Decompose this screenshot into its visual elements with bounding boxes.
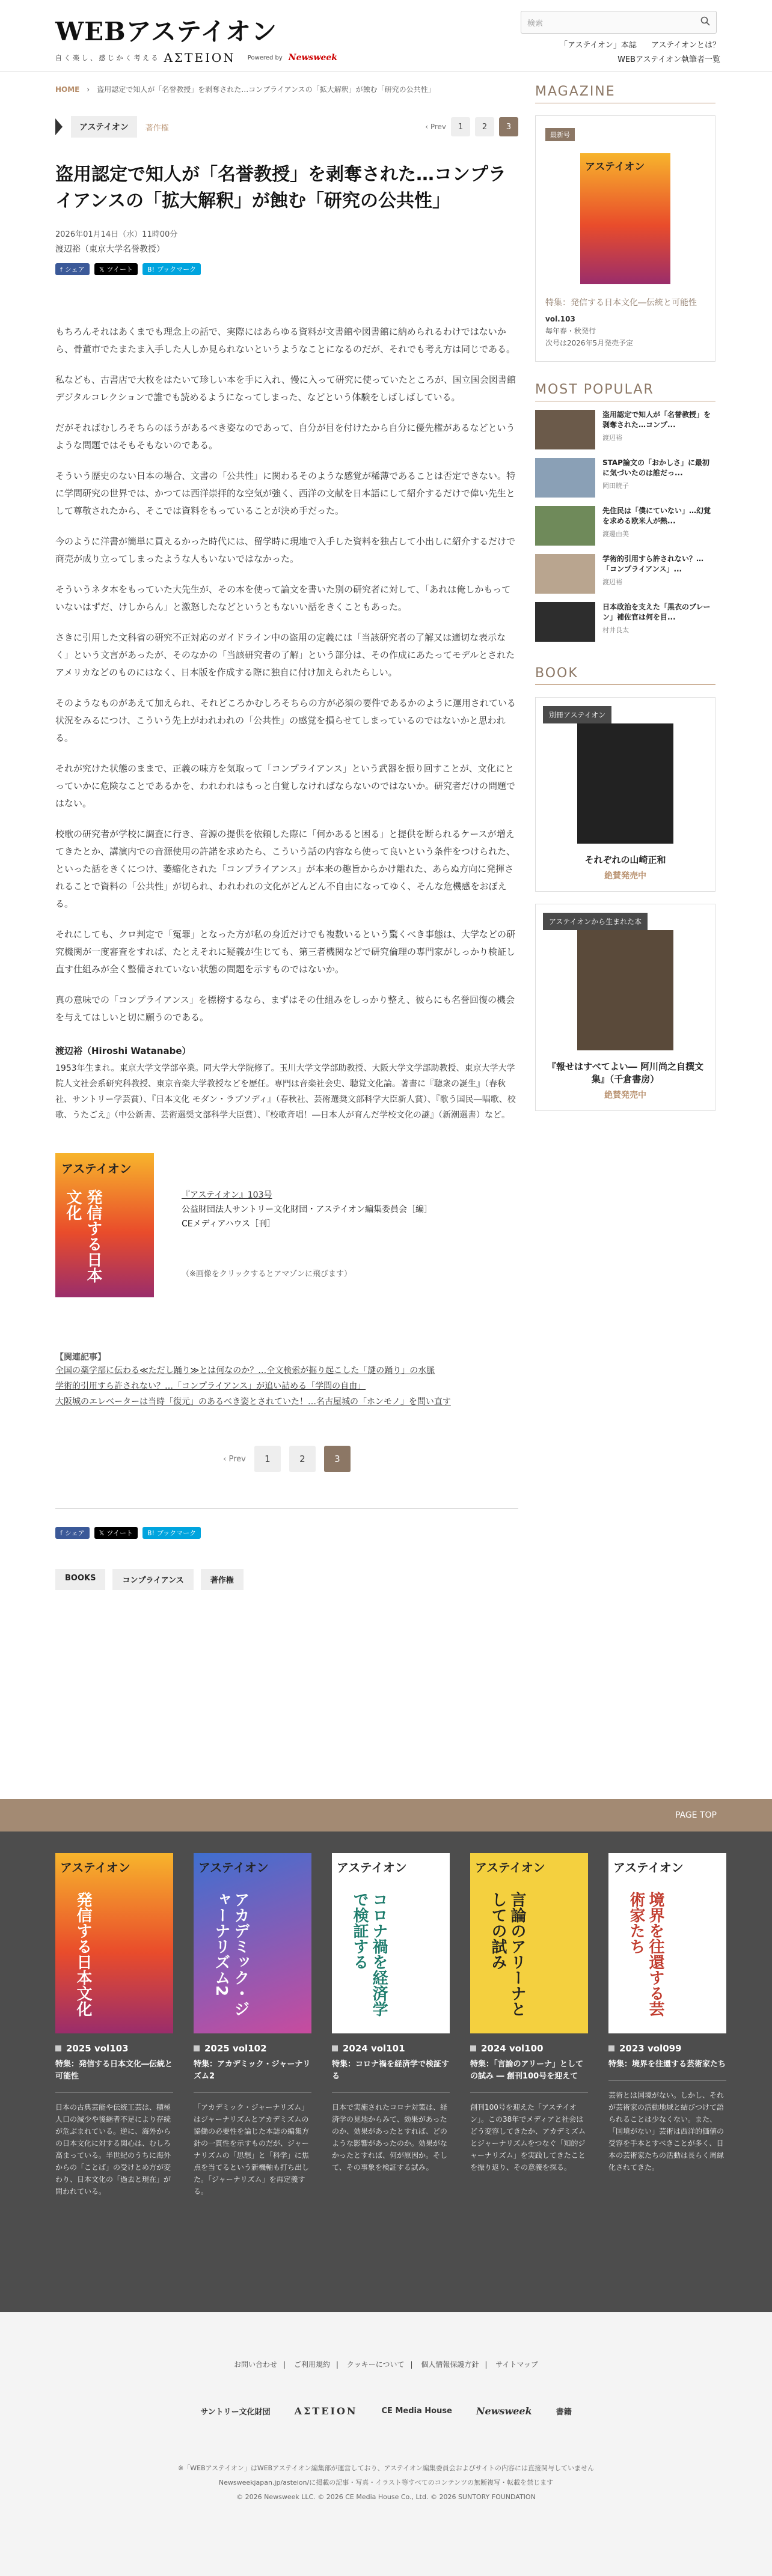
magazine-year: 2024 vol100 [481, 2043, 544, 2054]
magazine-description: 「アカデミック・ジャーナリズム」はジャーナリズムとアカデミズムの協働の必要性を論じた本誌の編集方針の一貫性を示すものだが、ジャーナリズムの「思想」と「科学」に焦点を当てるという新機軸も打ち出した。「ジャーナリズム」を再定義する。 [194, 2092, 311, 2197]
header-link-about[interactable]: アステイオンとは？ [651, 41, 720, 50]
x-icon: 𝕏 [99, 1529, 105, 1537]
book-card-header: 別冊アステイオン [543, 706, 611, 723]
popular-author: 渡辺裕 [602, 578, 622, 586]
magazine-year: 2023 vol099 [619, 2043, 682, 2054]
logo-greek: ΑΣΤΕΙΟΝ [164, 50, 236, 65]
header-links [534, 38, 720, 67]
share-buttons-bottom [55, 1527, 518, 1539]
popular-title: 盗用認定で知人が「名誉教授」を剥奪された…コンプ... [602, 410, 711, 429]
magazine-cover-image[interactable] [194, 1853, 311, 2033]
book-title: それぞれの山崎正和 [584, 854, 666, 865]
author-bio: 1953年生まれ。東京大学文学部卒業。同大学大学院修了。玉川大学文学部助教授、大阪大学文学部助教授、東京大学大学院人文社会系研究科教授、東京音楽大学教授などを歴任。専門は音楽社会史、聴覚文化論。著書に『聴衆の誕生』（春秋社、サントリー学芸賞）、『日本文化 モダン・ラプソディ』（春秋社、芸術選奨文部科学大臣新人賞）、『歌う国民―唱歌、校歌、うたごえ』（中公新書、芸術選奨文部科学大臣賞）、『校歌斉唱！―日本人が育んだ学校文化の謎』（新潮選書）など。 [55, 1064, 516, 1120]
promo-issue-link[interactable]: 『アステイオン』103号 [182, 1190, 272, 1200]
magazine-vol: vol.103 [545, 315, 575, 323]
promo-cover-headline: 発信する日本文化 [64, 1189, 102, 1283]
books-logo[interactable]: 書籍 [556, 2408, 572, 2417]
site-logo[interactable] [55, 12, 337, 65]
paragraph: さきに引用した文科省の研究不正対応のガイドライン中の盗用の定義には「当該研究者の了解又は適切な表示なく」という文言があったが、そのなかの「当該研究者の了解」という部分は、その作成にあたってモデルとされたアメリカなどのものにはなく、日本版を作成する際に独自に付け加えられたらしい。 [55, 632, 515, 678]
magazine-schedule: 毎年春・秋発行 [545, 327, 596, 335]
x-share-button[interactable] [94, 263, 138, 275]
magazine-cover-title: アステイオン [337, 1860, 407, 1875]
tag-books[interactable]: BOOKS [55, 1569, 105, 1590]
facebook-share-button[interactable] [55, 1527, 90, 1539]
paragraph: そのようなものがあえて加えられ、それどころかむしろそちらの方が必須の要件であるかのように運用されている状況をみるにつけ、こういう先上がわれわれの「公共性」の感覚を損らせてしまっているのではないかと思われる。 [55, 698, 516, 743]
hatena-bookmark-label: ブックマーク [156, 266, 197, 273]
book-title: 『報せはすべてよい― 阿川尚之自撰文集』（千倉書房） [547, 1061, 703, 1085]
paragraph: そういう歴史のない日本の場合、文書の「公共性」に関わるそのような感覚が稀薄であることは否定できない。特に学問研究の世界では、かつては西洋崇拝的な空気が強く、西洋の文献を日本語にして紹介するだけで偉い先生として尊敬されたから、そこでは資料をもっていることが決め手だった。 [55, 470, 516, 516]
popular-item[interactable] [535, 410, 715, 449]
paragraph: そういうネタ本をもっていた大先生が、その本を使って論文を書いた別の研究者に対して、「あれは俺しかもっていないはずだ、けしからん」と激怒したなどというともないい話をきくこともあった。 [55, 584, 511, 612]
latest-badge: 最新号 [545, 128, 575, 141]
page-2[interactable]: 2 [475, 117, 494, 136]
magazine-cover-image[interactable] [332, 1853, 450, 2033]
book-status: 絶賛発売中 [604, 1091, 646, 1100]
footer-link-sitemap[interactable]: サイトマップ [495, 2360, 538, 2369]
paragraph: 校歌の研究者が学校に調査に行き、音源の提供を依頼した際に「何かあると困る」と提供を断られるケースが増えてきたとか、講演内での音源使用の許諾を求めたら、こういう話の内容なら使って良いという条件をつけられた、といった話をきくにつけ、萎縮化された「コンプライアンス」が本来の趣旨からかけ離れた、あらぬ方向に発揮されることで資料の「公共性」が切られ、われわれの文化がどんどん不自由になってゆく、そんな危機感をおぼえる。 [55, 829, 516, 909]
pager-prev[interactable]: ‹ Prev [425, 123, 446, 131]
related-articles [55, 1351, 518, 1410]
square-icon [332, 2045, 338, 2051]
logo-tagline: 自 く 楽 し 、 感 じ か く 考 え る [55, 54, 158, 62]
facebook-icon: f [60, 1529, 63, 1537]
share-buttons [55, 263, 518, 275]
promo-caption: （※画像をクリックするとアマゾンに飛びます） [182, 1270, 352, 1279]
magazine-cover-headline: 境界を往還する芸術家たち [627, 1892, 664, 2017]
breadcrumb-separator: › [87, 85, 90, 94]
magazine-title[interactable]: 特集：発信する日本文化―伝統と可能性 [545, 298, 697, 308]
book-cover-image[interactable] [577, 930, 673, 1050]
magazine-title: 特集：「言論のアリーナ」としての試み ― 創刊100号を迎えて [470, 2060, 583, 2081]
page-3[interactable]: 3 [499, 117, 518, 136]
category-link[interactable]: 著作権 [145, 123, 169, 133]
footer-notice: ※「WEBアステイオン」はWEBアステイオン編集部が運営しており、アステイオン編集委員会およびサイトの内容には直接関与していません [178, 2464, 594, 2472]
popular-title: STAP論文の「おかしさ」に最初に気づいたのは誰だっ... [602, 458, 709, 477]
book-card[interactable] [535, 697, 715, 892]
book-card-header: アステイオンから生まれた本 [543, 913, 648, 930]
magazine-cover-title: アステイオン [198, 1860, 269, 1875]
facebook-share-label: シェア [64, 266, 85, 273]
site-header [0, 0, 772, 72]
magazine-heading: MAGAZINE [535, 84, 715, 103]
page-1[interactable]: 1 [254, 1446, 281, 1472]
page-top-button[interactable] [0, 1799, 772, 1832]
popular-item[interactable] [535, 506, 715, 546]
magazine-next: 次号は2026年5月発売予定 [545, 339, 634, 347]
asteion-logo[interactable]: ΑΣΤΕΙΟΝ [294, 2405, 358, 2417]
x-share-label: ツイート [106, 266, 133, 273]
series-bar [55, 116, 518, 138]
footer-copy-notice: Newsweekjapan.jp/asteion/に掲載の記事・写真・イラスト等すべてのコンテンツの無断複写・転載を禁じます [218, 2479, 554, 2486]
popular-author: 渡邊由美 [602, 530, 629, 538]
book-cover-image[interactable] [577, 723, 673, 844]
magazine-cover-headline: 言論のアリーナとしての試み [489, 1892, 526, 2017]
footer-link-contact[interactable]: お問い合わせ [234, 2360, 278, 2369]
popular-title: 学術的引用すら許されない？…「コンプライアンス」... [602, 555, 704, 573]
suntory-foundation-logo[interactable]: サントリー文化財団 [200, 2408, 271, 2417]
magazine-cover-image[interactable] [470, 1853, 588, 2033]
popular-item[interactable] [535, 554, 715, 594]
article-date: 2026年01月14日（水）11時00分 [55, 230, 178, 239]
paragraph: 真の意味での「コンプライアンス」を標榜するなら、まずはその仕組みをしっかり整え、彼らにも名誉回復の機会を与えてはしいと切に願うのである。 [55, 994, 515, 1023]
book-status: 絶賛発売中 [604, 871, 646, 881]
popular-heading: MOST POPULAR [535, 382, 715, 401]
paragraph: だがそればむしろそちらのほうがあるべき姿なのであって、自分が目を付けたから自分に優先権があるなどというような問題ではそもそもないのである。 [55, 422, 515, 451]
logo-text: WEBアステイオン [55, 17, 277, 46]
hatena-icon: B! [147, 265, 155, 273]
magazine-year: 2025 vol102 [204, 2043, 267, 2054]
footer-legal [0, 2461, 772, 2504]
popular-title: 先住民は「僕にていない」…幻覚を求める欧米人が熱... [602, 507, 711, 525]
popular-thumbnail [535, 410, 595, 449]
magazine-archive [0, 1832, 772, 2312]
footer-link-cookie[interactable]: クッキーについて [346, 2360, 405, 2369]
paragraph: それにしても、クロ判定で「冤罪」となった方が私の身近だけでも複数いるという驚くべき事態は、大学などの研究機関が一度審査をすれば、たとえそれに疑義が生じても、第三者機関などで研究倫理の専門家がしっかり検証し直す仕組みが全く整備されていない状態の問題を示すものではないか。 [55, 929, 516, 975]
square-icon [608, 2045, 614, 2051]
magazine-archive-item[interactable] [194, 1853, 311, 2197]
magazine-archive-item[interactable] [332, 1853, 450, 2197]
promo-cover-title: アステイオン [61, 1162, 132, 1176]
related-link[interactable]: 学術的引用すら許されない？…「コンプライアンス」が追い詰める「学問の自由」 [55, 1381, 366, 1391]
powered-by: Powered by [247, 54, 283, 61]
page-2[interactable]: 2 [289, 1446, 316, 1472]
footer-link-terms[interactable]: ご利用規約 [293, 2360, 330, 2369]
square-icon [55, 2045, 61, 2051]
magazine-cover-title: アステイオン [475, 1860, 545, 1875]
square-icon [470, 2045, 476, 2051]
newsweek-logo[interactable]: Newsweek [288, 53, 337, 62]
related-heading: 【関連記事】 [55, 1353, 106, 1362]
article-body [55, 323, 518, 1026]
page-3[interactable]: 3 [324, 1446, 351, 1472]
x-icon: 𝕏 [99, 265, 105, 273]
popular-thumbnail [535, 554, 595, 594]
tag-compliance[interactable]: コンプライアンス [112, 1569, 193, 1590]
newsweek-logo[interactable]: Newsweek [476, 2405, 532, 2417]
latest-magazine-card[interactable] [535, 115, 715, 362]
facebook-share-button[interactable] [55, 263, 90, 275]
magazine-description: 日本の古典芸能や伝統工芸は、積極人口の減少や後継者不足により存続が危ぶまれている。逆に、海外からの日本文化に対する関心は、むしろ高まっている。半世紀のうちに海外からの「ことば」の受けとめ方が変わり、日本文化の「過去と現在」が問われている。 [55, 2092, 173, 2197]
magazine-archive-item[interactable] [55, 1853, 173, 2197]
magazine-description: 創刊100号を迎えた「アステイオン」。この38年でメディアと社会はどう変容してきたか、アカデミズムとジャーナリズムをつなぐ「知的ジャーナリズム」を実践してきたことを振り返り、その意義を探る。 [470, 2092, 588, 2173]
pager-top [425, 117, 518, 136]
site-footer [0, 2312, 772, 2576]
magazine-description: 日本で実施されたコロナ対策は、経済学の見地からみて、効果があったのか、効果があったとすれば、どのような影響があったのか。効果がなかったとすれば、何が原因か。そして、その事象を検証する試み。 [332, 2092, 450, 2173]
search-icon[interactable] [700, 16, 710, 28]
breadcrumb [55, 84, 518, 94]
magazine-description: 芸術とは国境がない。しかし、それが芸術家の活動地域と結びつけて語られることは少なくない。また、「国境がない」芸術は西洋的価値の受容を手本とすべきことが多く、日本の芸術家たちの活動は長らく周縁化されてきた。 [608, 2080, 726, 2173]
magazine-title: 特集：発信する日本文化―伝統と可能性 [55, 2060, 173, 2081]
footer-link-privacy[interactable]: 個人情報保護方針 [421, 2360, 479, 2369]
pager-prev[interactable]: ‹ Prev [223, 1454, 246, 1464]
magazine-cover-headline: コロナ禍を経済学で検証する [351, 1892, 388, 2017]
pager-bottom [55, 1446, 518, 1472]
popular-author: 岡田暁子 [602, 482, 629, 490]
hatena-icon: B! [147, 1529, 155, 1537]
magazine-cover-image[interactable] [55, 1853, 173, 2033]
promo-editor: 公益財団法人サントリー文化財団・アステイオン編集委員会［編］ [182, 1205, 433, 1214]
page-top-label: PAGE TOP [675, 1810, 717, 1820]
x-share-label: ツイート [106, 1529, 133, 1537]
main-content [55, 84, 518, 1590]
header-link-writers[interactable]: WEBアステイオン執筆者一覧 [617, 55, 720, 64]
magazine-cover-headline: アカデミック・ジャーナリズム2 [212, 1892, 250, 2017]
paragraph: 私なども、古書店で大枚をはたいて珍しい本を手に入れ、慢に入って研究に使っていたところが、国立国会図書館デジタルコレクションで誰でも読めるようになってしまった、などという体験をしばしばしている。 [55, 374, 516, 403]
page-1[interactable]: 1 [451, 117, 470, 136]
search-placeholder: 検索 [527, 19, 544, 28]
magazine-cover-title: アステイオン [613, 1860, 684, 1875]
popular-title: 日本政治を支えた「黒衣のブレーン」補佐官は何を目... [602, 603, 711, 621]
popular-item[interactable] [535, 458, 715, 498]
facebook-icon: f [60, 265, 63, 273]
footer-copyright: © 2026 Newsweek LLC. © 2026 CE Media House Co., Ltd. © 2026 SUNTORY FOUNDATION [236, 2493, 536, 2501]
author-bio-name: 渡辺裕（Hiroshi Watanabe） [55, 1046, 191, 1056]
article-title: 盗用認定で知人が「名誉教授」を剥奪された…コンプライアンスの「拡大解釈」が蝕む「研究の公共性」 [55, 164, 506, 212]
related-link[interactable]: 全国の薬学部に伝わる≪ただし踊り≫とは何なのか？…全文検索が掘り起こした「謎の踊り」の水脈 [55, 1366, 435, 1375]
magazine-cover-title: アステイオン [60, 1860, 130, 1875]
header-link-magazine[interactable]: 「アステイオン」本誌 [560, 41, 637, 50]
hatena-bookmark-label: ブックマーク [156, 1529, 197, 1537]
popular-author: 村井良太 [602, 626, 629, 634]
magazine-title: 特集：コロナ禍を経済学で検証する [332, 2060, 450, 2081]
magazine-title: 特集：アカデミック・ジャーナリズム2 [194, 2060, 311, 2081]
book-heading: BOOK [535, 666, 715, 685]
magazine-title: 特集：境界を往還する芸術家たち [608, 2060, 726, 2069]
popular-author: 渡辺裕 [602, 434, 622, 442]
magazine-cover-image[interactable] [608, 1853, 726, 2033]
hatena-bookmark-button[interactable] [142, 1527, 201, 1539]
article-author[interactable]: 渡辺裕（東京大学名誉教授） [55, 245, 165, 254]
magazine-archive-item[interactable] [470, 1853, 588, 2197]
breadcrumb-home[interactable]: HOME [55, 85, 80, 94]
series-tag[interactable]: アステイオン [71, 116, 137, 138]
tag-copyright[interactable]: 著作権 [201, 1569, 244, 1590]
paragraph: それが究けた状態のままで、正義の味方を気取って「コンプライアンス」という武器を振り回すことが、文化にとっていかに危険なことであるかを、われわれはもっと自覚しなければならないのではないか。研究者だけの問題ではない。 [55, 763, 516, 809]
search-input[interactable] [521, 11, 717, 34]
popular-thumbnail [535, 602, 595, 642]
footer-links: お問い合わせ | ご利用規約 | クッキーについて | 個人情報保護方針 | サイトマップ [234, 2360, 538, 2369]
square-icon [194, 2045, 200, 2051]
related-link[interactable]: 大阪城のエレベーターは当時「復元」のあるべき姿とされていた！…名古屋城の「ホンモノ」を問い直す [55, 1397, 451, 1407]
tag-list [55, 1569, 518, 1590]
magazine-cover-title: アステイオン [585, 161, 645, 173]
promo-publisher: CEメディアハウス［刊］ [182, 1219, 275, 1229]
hatena-bookmark-button[interactable] [142, 263, 201, 275]
book-card[interactable] [535, 904, 715, 1111]
magazine-cover-image[interactable] [580, 153, 670, 284]
paragraph: 今のように洋書が簡単に買えるかった時代には、留学時に現地で入手した資料を独占して小出しに紹介するだけで商売が成り立ってしまったような人もいないではなかった。 [55, 536, 516, 564]
popular-item[interactable] [535, 602, 715, 642]
triangle-icon [55, 118, 63, 135]
x-share-button[interactable] [94, 1527, 138, 1539]
footer-logos [0, 2405, 772, 2417]
promo-cover-image[interactable] [55, 1153, 154, 1297]
popular-thumbnail [535, 506, 595, 546]
breadcrumb-current: 盗用認定で知人が「名誉教授」を剥奪された…コンプライアンスの「拡大解釈」が蝕む「研究の公共性」 [97, 85, 435, 94]
paragraph: もちろんそれはあくまでも理念上の話で、実際にはあらゆる資料が文書館や図書館に納められるわけではないから、骨董市でたまたま入手した人しか見られないというようなことになるのだが、それでも考え方は同じである。 [55, 326, 516, 355]
sidebar [535, 84, 715, 1111]
popular-thumbnail [535, 458, 595, 498]
magazine-cover-headline: 発信する日本文化 [74, 1892, 92, 2017]
ce-media-house-logo[interactable]: CE Media House [381, 2407, 452, 2416]
magazine-year: 2024 vol101 [343, 2043, 405, 2054]
divider [55, 1508, 518, 1509]
magazine-archive-item[interactable] [608, 1853, 726, 2197]
magazine-year: 2025 vol103 [66, 2043, 129, 2054]
facebook-share-label: シェア [64, 1529, 85, 1537]
